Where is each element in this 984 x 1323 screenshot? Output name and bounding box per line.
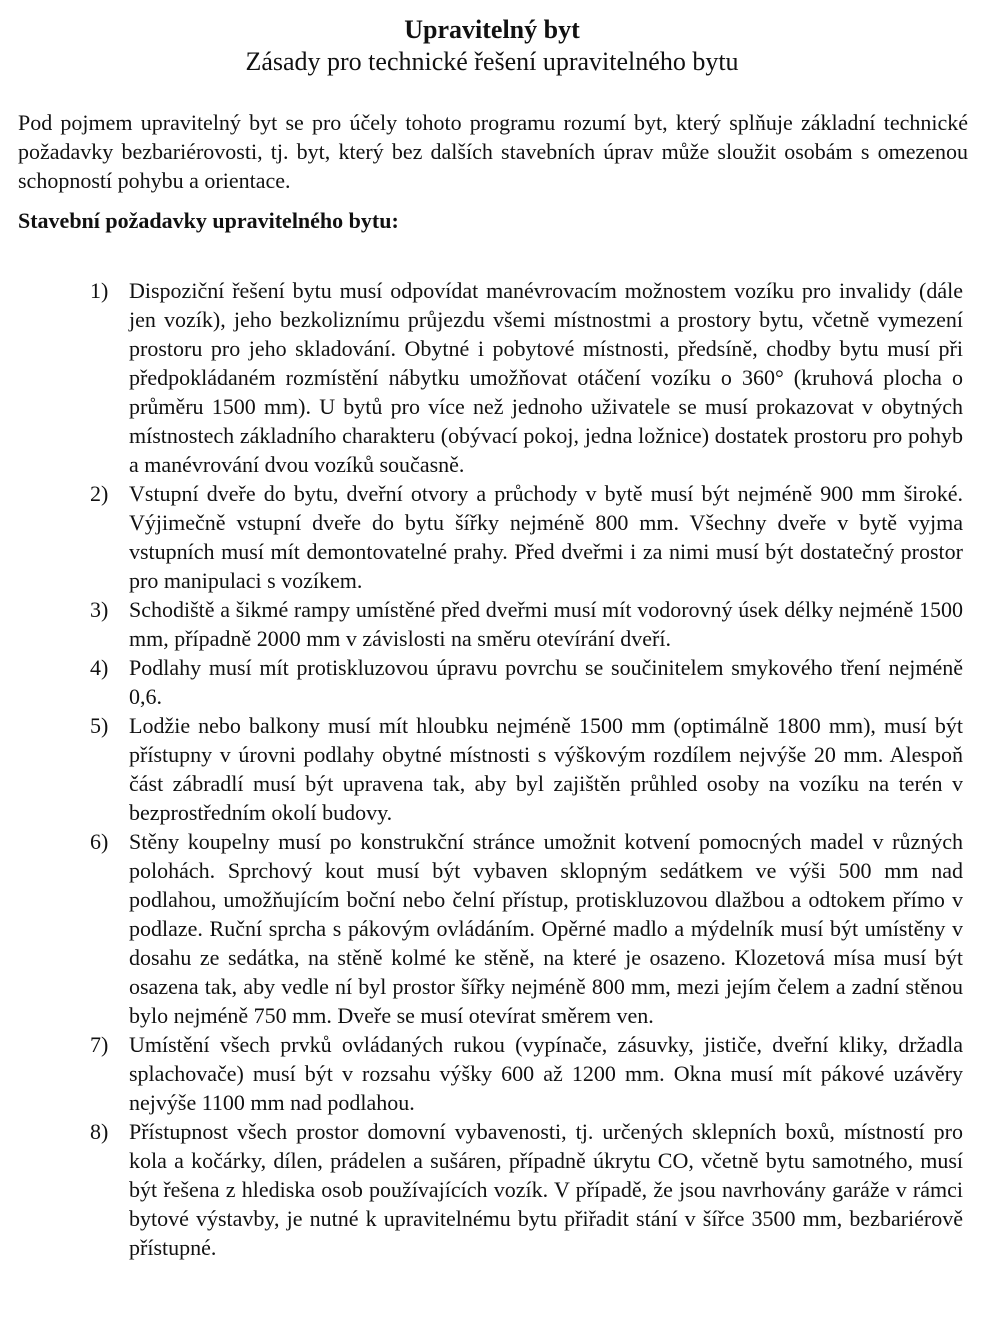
requirement-number: 1) (90, 278, 109, 303)
requirement-text: Podlahy musí mít protiskluzovou úpravu povrchu se součinitelem smykového tření nejméně 0,6. (129, 655, 963, 709)
requirement-text: Přístupnost všech prostor domovní vybavenosti, tj. určených sklepních boxů, místností pro kola a kočárky, dílen, prádelen a sušáren, případně úkrytu CO, včetně bytu samotného, musí být řešena z hlediska osob používajících vozík. V případě, že jsou navrhovány garáže v rámci bytové výstavby, je nutné k upravitelnému bytu přiřadit stání v šířce 3500 mm, bezbariérově přístupné. (129, 1119, 963, 1260)
requirement-item (0, 711, 963, 827)
requirement-text: Stěny koupelny musí po konstrukční stránce umožnit kotvení pomocných madel v různých polohách. Sprchový kout musí být vybaven sklopným sedátkem ve výši 500 mm nad podlahou, umožňujícím boční nebo čelní přístup, protiskluzovou dlažbou a odtokem přímo v podlaze. Ruční sprcha s pákovým ovládáním. Opěrné madlo a mýdelník musí být umístěny v dosahu ze sedátka, na stěně kolmé ke stěně, na které je osazeno. Klozetová mísa musí být osazena tak, aby vedle ní byl prostor šířky nejméně 800 mm, mezi jejím čelem a zadní stěnou bylo nejméně 750 mm. Dveře se musí otevírat směrem ven. (129, 829, 963, 1028)
document-subtitle: Zásady pro technické řešení upravitelného bytu (245, 47, 739, 76)
requirement-text: Umístění všech prvků ovládaných rukou (vypínače, zásuvky, jističe, dveřní kliky, držadla splachovače) musí být v rozsahu výšky 600 až 1200 mm. Okna musí mít pákové uzávěry nejvýše 1100 mm nad podlahou. (129, 1032, 963, 1115)
requirement-number: 5) (90, 713, 109, 738)
requirement-text: Vstupní dveře do bytu, dveřní otvory a průchody v bytě musí být nejméně 900 mm široké. Výjimečně vstupní dveře do bytu šířky nejméně 800 mm. Všechny dveře v bytě vyjma vstupních musí mít demontovatelné prahy. Před dveřmi i za nimi musí být dostatečný prostor pro manipulaci s vozíkem. (129, 481, 963, 593)
requirement-number: 8) (90, 1119, 109, 1144)
requirement-item (0, 595, 963, 653)
intro-paragraph: Pod pojmem upravitelný byt se pro účely tohoto programu rozumí byt, který splňuje základní technické požadavky bezbariérovosti, tj. byt, který bez dalších stavebních úprav může sloužit osobám s omezenou schopností pohybu a orientace. (18, 110, 968, 193)
requirement-item (0, 1030, 963, 1117)
requirement-item (0, 1117, 963, 1262)
section-heading: Stavební požadavky upravitelného bytu: (18, 208, 399, 233)
requirement-text: Schodiště a šikmé rampy umístěné před dveřmi musí mít vodorovný úsek délky nejméně 1500 mm, případně 2000 mm v závislosti na směru otevírání dveří. (129, 597, 963, 651)
requirement-item (0, 653, 963, 711)
requirement-item (0, 479, 963, 595)
requirements-list (0, 276, 984, 1262)
requirement-number: 4) (90, 655, 109, 680)
requirement-number: 6) (90, 829, 109, 854)
requirement-number: 7) (90, 1032, 109, 1057)
requirement-text: Dispoziční řešení bytu musí odpovídat manévrovacím možnostem vozíku pro invalidy (dále jen vozík), jeho bezkoliznímu průjezdu všemi místnostmi a prostory bytu, včetně vymezení prostoru pro jeho skladování. Obytné i pobytové místnosti, předsíně, chodby bytu musí při předpokládaném rozmístění nábytku umožňovat otáčení vozíku o 360° (kruhová plocha o průměru 1500 mm). U bytů pro více než jednoho uživatele se musí prokazovat v obytných místnostech základního charakteru (obývací pokoj, jedna ložnice) dostatek prostoru pro pohyb a manévrování dvou vozíků současně. (129, 278, 963, 477)
requirement-number: 3) (90, 597, 109, 622)
requirement-item (0, 827, 963, 1030)
requirement-number: 2) (90, 481, 109, 506)
requirement-item (0, 276, 963, 479)
requirement-text: Lodžie nebo balkony musí mít hloubku nejméně 1500 mm (optimálně 1800 mm), musí být přístupny v úrovni podlahy obytné místnosti s výškovým rozdílem nejvýše 20 mm. Alespoň část zábradlí musí být upravena tak, aby byl zajištěn průhled osoby na vozíku na terén v bezprostředním okolí budovy. (129, 713, 963, 825)
document-title: Upravitelný byt (404, 15, 580, 44)
